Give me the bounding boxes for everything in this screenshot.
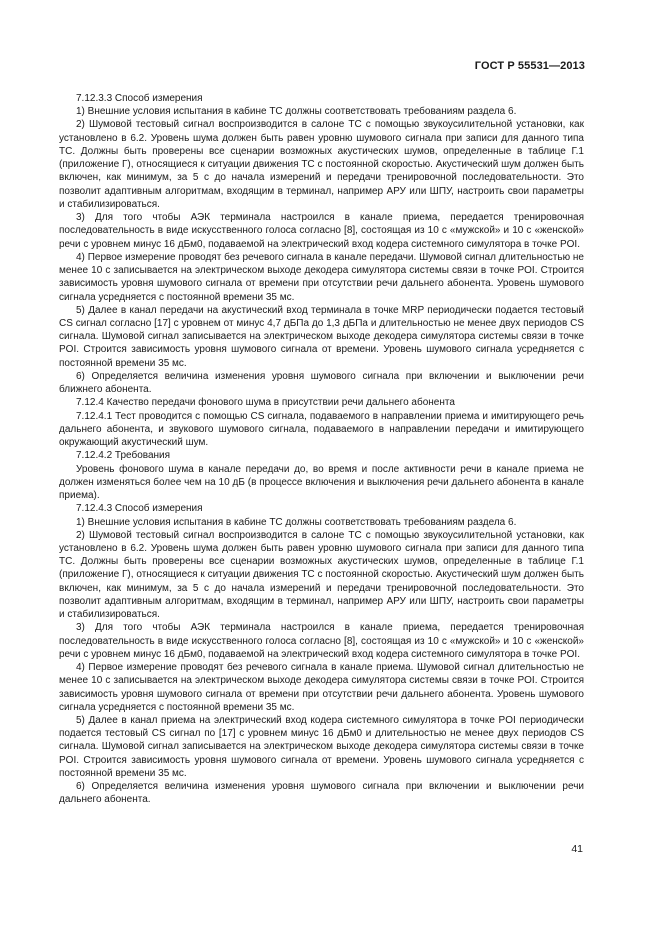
section-heading: 7.12.4.2 Требования — [76, 450, 171, 462]
paragraph: 3) Для того чтобы АЭК терминала настроился в канале приема, передается тренировочная последовательность в виде искусственного голоса согласно [8], состоящая из 10 с «мужской» и 10 с «женской» речи с уровнем минус 16 дБм0, подаваемой на электрический вход кодера системного симулятора в точке POI. — [59, 212, 584, 250]
document-body — [59, 92, 584, 807]
paragraph: Уровень фонового шума в канале передачи до, во время и после активности речи в канале приема не должен изменяться более чем на 10 дБ (в процессе включения и выключения речи дальнего абонента в канале приема). — [59, 463, 584, 502]
paragraph: 3) Для того чтобы АЭК терминала настроился в канале приема, передается тренировочная последовательность в виде искусственного голоса согласно [8], состоящая из 10 с «мужской» и 10 с «женской» речи с уровнем минус 16 дБм0, подаваемой на электрический вход кодера системного симулятора в точке POI. — [59, 622, 584, 660]
paragraph: 5) Далее в канал передачи на акустический вход терминала в точке MRP периодически подается тестовый CS сигнал согласно [17] с уровнем от минус 4,7 дБПа до 1,3 дБПа и длительностью не менее двух периодов CS сигнала. Шумовой сигнал записывается на электрическом выходе декодера симулятора системы связи в точке POI. Строится зависимость уровня шумового сигнала от времени. Уровень шумового сигнала усредняется с постоянной времени 35 мс. — [59, 304, 584, 369]
paragraph: 7.12.4.1 Тест проводится с помощью CS сигнала, подаваемого в направлении приема и имитирующего речь дальнего абонента, и звукового шумового сигнала, подаваемого в направлении передачи и имитирующего окружающий акустический шум. — [59, 410, 584, 449]
paragraph: 4) Первое измерение проводят без речевого сигнала в канале приема. Шумовой сигнал длительностью не менее 10 с записывается на электрическом выходе декодера симулятора системы связи в точке POI. Строится зависимость уровня шумового сигнала от времени при отсутствии речи дальнего абонента. Уровень шумового сигнала усредняется с постоянной времени 35 мс. — [59, 662, 584, 713]
paragraph: 1) Внешние условия испытания в кабине ТС должны соответствовать требованиям раздела 6. — [76, 106, 517, 118]
section-heading: 7.12.3.3 Способ измерения — [76, 93, 203, 104]
section-heading: 7.12.4 Качество передачи фонового шума в присутствии речи дальнего абонента — [76, 397, 455, 409]
paragraph: 6) Определяется величина изменения уровня шумового сигнала при включении и выключении речи дальнего абонента. — [59, 781, 584, 806]
paragraph: 1) Внешние условия испытания в кабине ТС должны соответствовать требованиям раздела 6. — [76, 516, 517, 528]
paragraph: 5) Далее в канал приема на электрический вход кодера системного симулятора в точке POI периодически подается тестовый CS сигнал по [17] с уровнем минус 16 дБм0 и длительностью не менее двух периодов CS сигнала. Шумовой сигнал записывается на электрическом выходе декодера симулятора системы связи в точке POI. Строится зависимость уровня шумового сигнала от времени. Уровень шумового сигнала усредняется с постоянной времени 35 мс. — [59, 715, 584, 779]
page-number: 41 — [571, 843, 583, 855]
paragraph: 2) Шумовой тестовый сигнал воспроизводится в салоне ТС с помощью звукоусилительной установки, как установлено в 6.2. Уровень шума должен быть равен уровню шумового сигнала при записи для данного типа ТС. Должны быть проверены все сценарии возможных акустических шумов, определенные в таблице Г.1 (приложение Г), относящиеся к ситуации движения ТС с постоянной скоростью. Акустический шум должен быть включен, как минимум, за 5 с до начала измерений и передачи тренировочной последовательности. Это позволит адаптивным алгоритмам, входящим в терминал, например АРУ или ШПУ, настроить свои параметры и стабилизироваться. — [59, 119, 584, 210]
document-header: ГОСТ Р 55531—2013 — [474, 60, 585, 72]
paragraph: 4) Первое измерение проводят без речевого сигнала в канале передачи. Шумовой сигнал длительностью не менее 10 с записывается на электрическом выходе декодера симулятора системы связи в точке POI. Строится зависимость уровня шумового сигнала от времени при отсутствии речи дальнего абонента. Уровень шумового сигнала усредняется с постоянной времени 35 мс. — [59, 251, 584, 303]
paragraph: 2) Шумовой тестовый сигнал воспроизводится в салоне ТС с помощью звукоусилительной установки, как установлено в 6.2. Уровень шума должен быть равен уровню шумового сигнала при записи для данного типа ТС. Должны быть проверены все сценарии возможных акустических шумов, определенные в таблице Г.1 (приложение Г), относящиеся к ситуации движения ТС с постоянной скоростью. Акустический шум должен быть включен, как минимум, за 5 с до начала измерений и передачи тренировочной последовательности. Это позволит адаптивным алгоритмам, входящим в терминал, например АРУ или ШПУ, настроить свои параметры и стабилизироваться. — [59, 529, 584, 621]
paragraph: 6) Определяется величина изменения уровня шумового сигнала при включении и выключении речи ближнего абонента. — [59, 370, 584, 396]
section-heading: 7.12.4.3 Способ измерения — [76, 503, 203, 515]
